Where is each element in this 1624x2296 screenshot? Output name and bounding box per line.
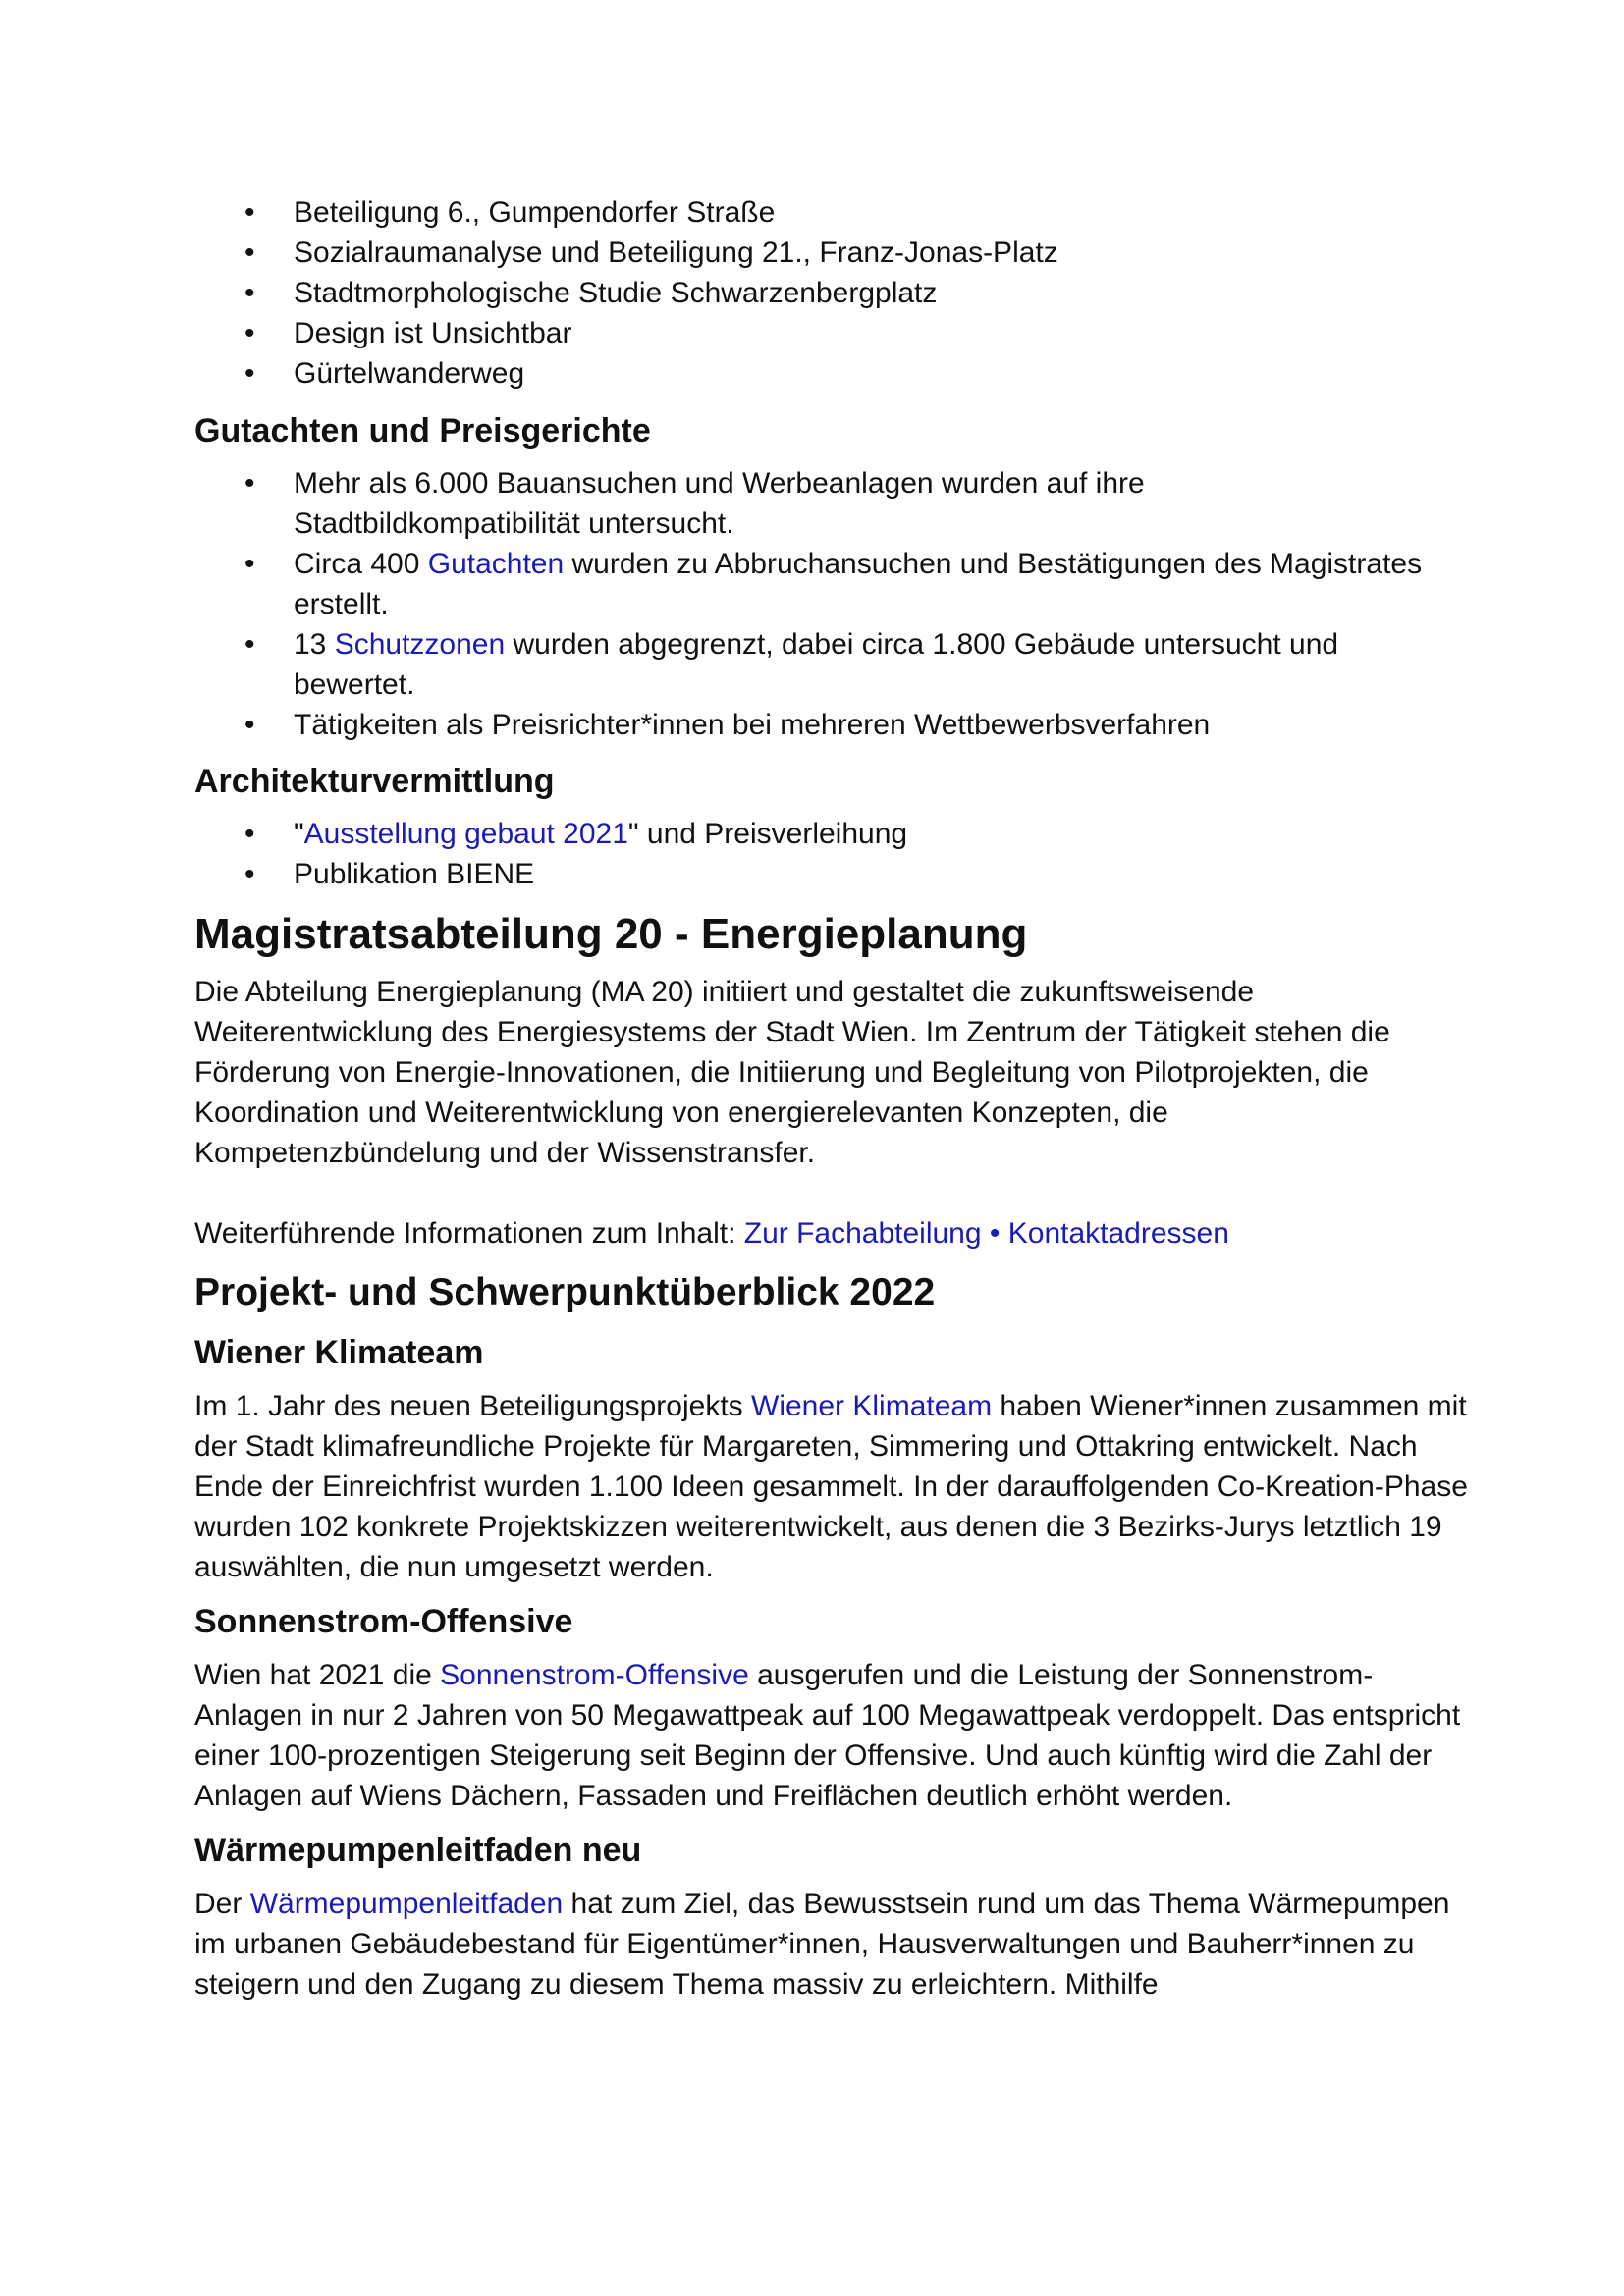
list-item: • Tätigkeiten als Preisrichter*innen bei mehreren Wettbewerbsverfahren [194, 705, 1471, 745]
list-item [194, 624, 1471, 705]
paragraph-text: Der [194, 1888, 250, 1920]
paragraph-text: Wien hat 2021 die [194, 1659, 441, 1691]
list-item: • Gürtelwanderweg [194, 353, 1471, 394]
kontaktadressen-link[interactable]: Kontaktadressen [1007, 1217, 1229, 1250]
paragraph-text: hat zum Ziel, das Bewusstsein rund um das Thema Wärmepumpen im urbanen Gebäudebestand für Eigentümer*innen, Hausverwaltungen und Bauherr*innen zu steigern und den Zugang zu diesem Thema massiv zu erleichtern. Mithilfe [194, 1888, 1450, 2001]
ma20-intro: Die Abteilung Energieplanung (MA 20) initiiert und gestaltet die zukunftsweisende Weiterentwicklung des Energiesystems der Stadt Wien. Im Zentrum der Tätigkeit stehen die Förderung von Energie-Innovationen, die Initiierung und Begleitung von Pilotprojekten, die Koordination und Weiterentwicklung von energierelevanten Konzepten, die Kompetenzbündelung und der Wissenstransfer. [194, 976, 1390, 1169]
list-item: • Beteiligung 6., Gumpendorfer Straße [194, 192, 1471, 233]
list-item: • Mehr als 6.000 Bauansuchen und Werbeanlagen wurden auf ihre Stadtbildkompatibilität untersucht. [194, 463, 1471, 544]
sonnenstrom-paragraph [194, 1655, 1471, 1816]
list-item-text: Circa 400 [294, 548, 428, 580]
gutachten-link[interactable]: Gutachten [427, 548, 565, 580]
ausstellung-link[interactable]: Ausstellung gebaut 2021 [303, 818, 628, 850]
architektur-list [194, 814, 1471, 894]
list-item: • Publikation BIENE [194, 854, 1471, 894]
klimateam-heading: Wiener Klimateam [194, 1334, 484, 1371]
ma20-info [194, 1213, 1471, 1254]
gutachten-list [194, 463, 1471, 745]
paragraph-text: haben Wiener*innen zusammen mit der Stadt klimafreundliche Projekte für Margareten, Simmering und Ottakring entwickelt. Nach Ende der Einreichfrist wurden 1.100 Ideen gesammelt. In der darauffolgenden Co-Kreation-Phase wurden 102 konkrete Projektskizzen weiterentwickelt, aus denen die 3 Bezirks-Jurys letztlich 19 auswählten, die nun umgesetzt werden. [194, 1390, 1468, 1583]
list-item-text: " und Preisverleihung [627, 818, 908, 850]
list-item [194, 814, 1471, 854]
paragraph-text: ausgerufen und die Leistung der Sonnenstrom-Anlagen in nur 2 Jahren von 50 Megawattpeak auf 100 Megawattpeak verdoppelt. Das entspricht einer 100-prozentigen Steigerung seit Beginn der Offensive. Und auch künftig wird die Zahl der Anlagen auf Wiens Dächern, Fassaden und Freiflächen deutlich erhöht werden. [194, 1659, 1461, 1812]
document-page [194, 192, 1471, 2004]
info-label: Weiterführende Informationen zum Inhalt: [194, 1217, 744, 1250]
schutzzonen-link[interactable]: Schutzzonen [334, 628, 506, 661]
architektur-heading: Architekturvermittlung [194, 763, 555, 800]
waermepumpenleitfaden-link[interactable]: Wärmepumpenleitfaden [249, 1888, 564, 1920]
sonnenstrom-link[interactable]: Sonnenstrom-Offensive [440, 1659, 749, 1691]
top-list [194, 192, 1471, 394]
list-item-text: wurden zu Abbruchansuchen und Bestätigungen des Magistrates erstellt. [294, 548, 1423, 620]
list-item: • Sozialraumanalyse und Beteiligung 21., Franz-Jonas-Platz [194, 233, 1471, 273]
overview-heading: Projekt- und Schwerpunktüberblick 2022 [194, 1271, 936, 1313]
ma20-heading: Magistratsabteilung 20 - Energieplanung [194, 910, 1028, 958]
klimateam-paragraph [194, 1386, 1471, 1587]
link-separator: • [981, 1217, 1008, 1250]
fachabteilung-link[interactable]: Zur Fachabteilung [743, 1217, 982, 1250]
list-item: • Design ist Unsichtbar [194, 313, 1471, 353]
gutachten-heading: Gutachten und Preisgerichte [194, 412, 651, 450]
list-item: • Stadtmorphologische Studie Schwarzenbergplatz [194, 273, 1471, 313]
paragraph-text: Im 1. Jahr des neuen Beteiligungsprojekts [194, 1390, 751, 1422]
list-item-text: 13 [294, 628, 335, 661]
list-item [194, 544, 1471, 624]
list-item-text: wurden abgegrenzt, dabei circa 1.800 Gebäude untersucht und bewertet. [294, 628, 1339, 701]
klimateam-link[interactable]: Wiener Klimateam [751, 1390, 993, 1422]
waermepumpen-paragraph [194, 1884, 1471, 2004]
waermepumpen-heading: Wärmepumpenleitfaden neu [194, 1832, 642, 1869]
sonnenstrom-heading: Sonnenstrom-Offensive [194, 1603, 573, 1640]
list-item-text: " [294, 818, 304, 850]
